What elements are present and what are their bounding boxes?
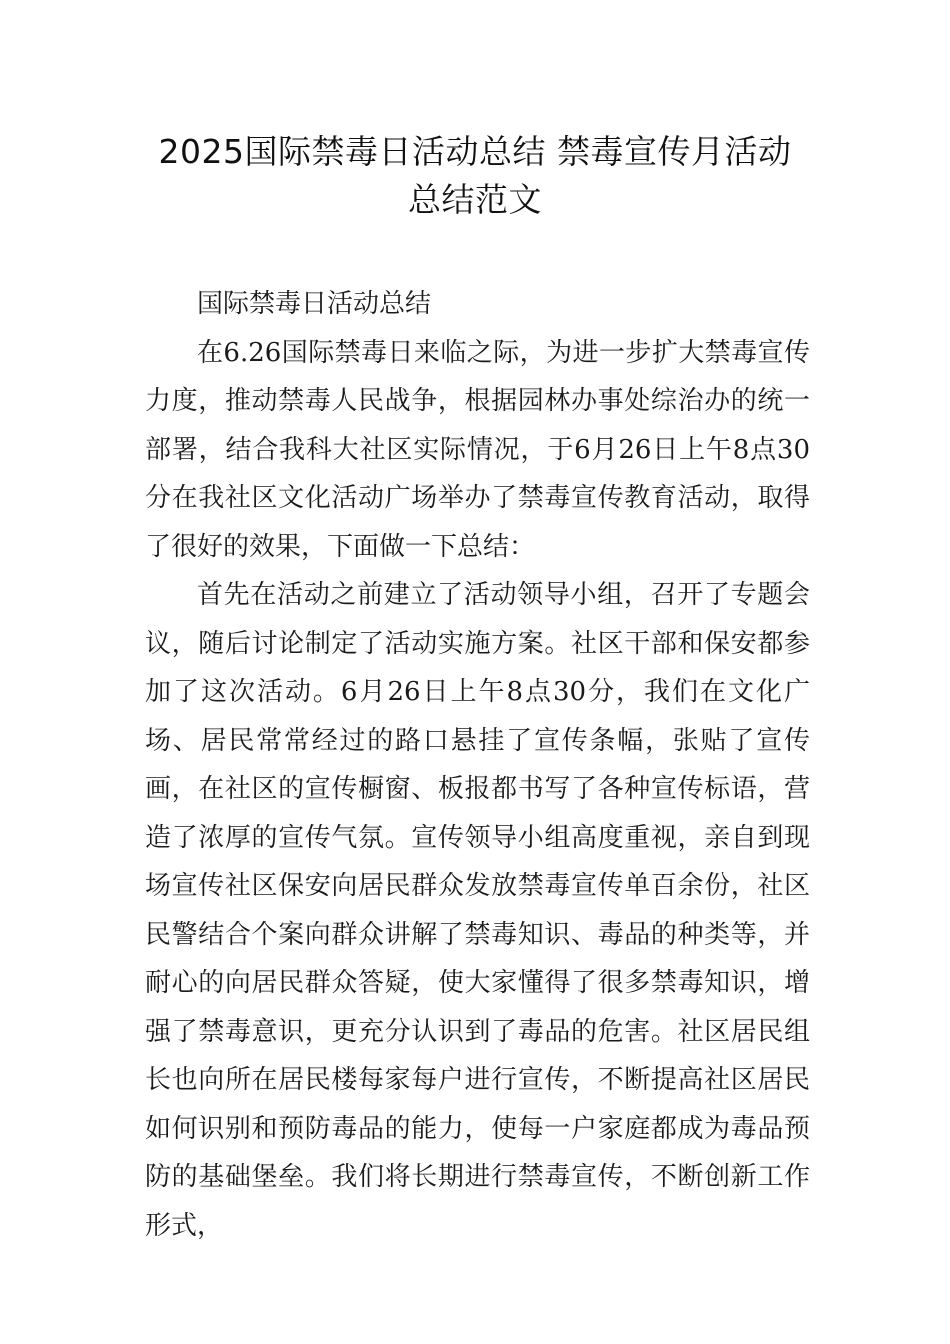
document-body bbox=[145, 280, 810, 1250]
section-heading: 国际禁毒日活动总结 bbox=[197, 289, 432, 319]
paragraph-intro: 在6.26国际禁毒日来临之际，为进一步扩大禁毒宣传力度，推动禁毒人民战争，根据园林办事处综治办的统一部署，结合我科大社区实际情况，于6月26日上午8点30分在我社区文化活动广场举办了禁毒宣传教育活动，取得了很好的效果，下面做一下总结： bbox=[145, 337, 810, 562]
document-title bbox=[120, 128, 830, 224]
title-line-2: 总结范文 bbox=[408, 180, 542, 219]
paragraph-activities: 首先在活动之前建立了活动领导小组，召开了专题会议，随后讨论制定了活动实施方案。社区干部和保安都参加了这次活动。6月26日上午8点30分，我们在文化广场、居民常常经过的路口悬挂了宣传条幅，张贴了宣传画，在社区的宣传橱窗、板报都书写了各种宣传标语，营造了浓厚的宣传气氛。宣传领导小组高度重视，亲自到现场宣传社区保安向居民群众发放禁毒宣传单百余份，社区民警结合个案向群众讲解了禁毒知识、毒品的种类等，并耐心的向居民群众答疑，使大家懂得了很多禁毒知识，增强了禁毒意识，更充分认识到了毒品的危害。社区居民组长也向所在居民楼每家每户进行宣传，不断提高社区居民如何识别和预防毒品的能力，使每一户家庭都成为毒品预防的基础堡垒。我们将长期进行禁毒宣传，不断创新工作形式， bbox=[145, 580, 810, 1241]
title-line-1: 2025国际禁毒日活动总结 禁毒宣传月活动 bbox=[158, 132, 792, 171]
